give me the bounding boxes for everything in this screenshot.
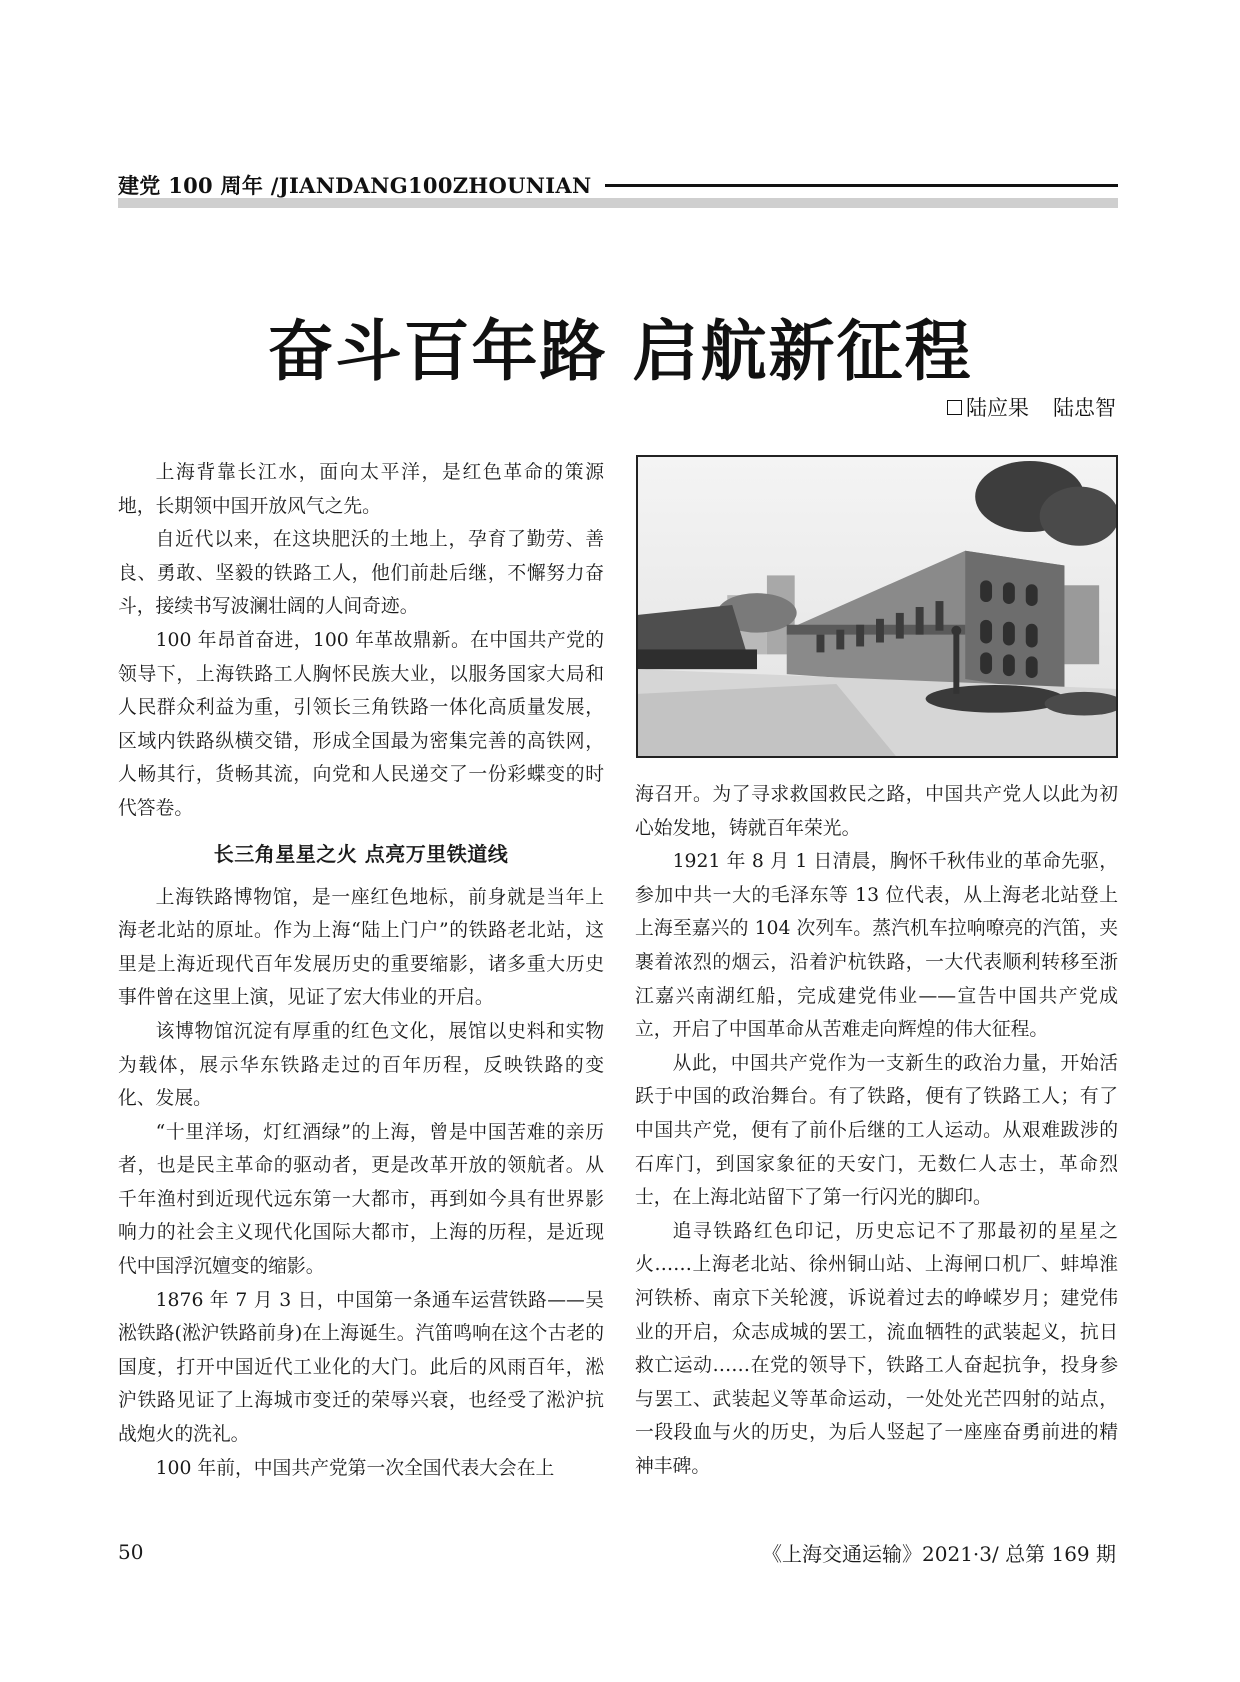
header-band (118, 198, 1118, 208)
section-header (118, 170, 1118, 200)
paragraph: 该博物馆沉淀有厚重的红色文化，展馆以史料和实物为载体，展示华东铁路走过的百年历程，反映铁路的变化、发展。 (118, 1020, 604, 1110)
paragraph: 上海铁路博物馆，是一座红色地标，前身就是当年上海老北站的原址。作为上海“陆上门户”的铁路老北站，这里是上海近现代百年发展历史的重要缩影，诸多重大历史事件曾在这里上演，见证了宏大伟业的开启。 (118, 886, 604, 1009)
left-column (118, 456, 604, 1485)
paragraph-continuation: 海召开。为了寻求救国救民之路，中国共产党人以此为初心始发地，铸就百年荣光。 (635, 784, 1118, 839)
paragraph: 1921 年 8 月 1 日清晨，胸怀千秋伟业的革命先驱，参加中共一大的毛泽东等 13 位代表，从上海老北站登上上海至嘉兴的 104 次列车。蒸汽机车拉响嘹亮的汽笛，夹裹着浓烈的烟云，沿着沪杭铁路，一大代表顺利转移至浙江嘉兴南湖红船，完成建党伟业——宣告中国共产党成立，开启了中国革命从苦难走向辉煌的伟大征程。 (635, 851, 1118, 1041)
section-label: 建党 100 周年 /JIANDANG100ZHOUNIAN (118, 173, 592, 198)
museum-photo (636, 455, 1118, 758)
museum-building-illustration (638, 457, 1116, 756)
paragraph: 从此，中国共产党作为一支新生的政治力量，开始活跃于中国的政治舞台。有了铁路，便有了铁路工人；有了中国共产党，便有了前仆后继的工人运动。从艰难跋涉的石库门，到国家象征的天安门，无数仁人志士，革命烈士，在上海北站留下了第一行闪光的脚印。 (635, 1052, 1118, 1209)
paragraph: “十里洋场，灯红酒绿”的上海，曾是中国苦难的亲历者，也是民主革命的驱动者，更是改革开放的领航者。从千年渔村到近现代远东第一大都市，再到如今具有世界影响力的社会主义现代化国际大都市，上海的历程，是近现代中国浮沉嬗变的缩影。 (118, 1121, 604, 1278)
page-number: 50 (118, 1540, 144, 1564)
author-name: 陆应果 (966, 396, 1029, 420)
paragraph: 追寻铁路红色印记，历史忘记不了那最初的星星之火……上海老北站、徐州铜山站、上海闸口机厂、蚌埠淮河铁桥、南京下关轮渡，诉说着过去的峥嵘岁月；建党伟业的开启，众志成城的罢工，流血牺牲的武装起义，抗日救亡运动……在党的领导下，铁路工人奋起抗争，投身参与罢工、武装起义等革命运动，一处处光芒四射的站点，一段段血与火的历史，为后人竖起了一座座奋勇前进的精神丰碑。 (635, 1220, 1118, 1477)
paragraph: 1876 年 7 月 3 日，中国第一条通车运营铁路——吴淞铁路(淞沪铁路前身)在上海诞生。汽笛鸣响在这个古老的国度，打开中国近代工业化的大门。此后的风雨百年，淞沪铁路见证了上海城市变迁的荣辱兴衰，也经受了淞沪抗战炮火的洗礼。 (118, 1289, 604, 1446)
paragraph: 自近代以来，在这块肥沃的土地上，孕育了勤劳、善良、勇敢、坚毅的铁路工人，他们前赴后继，不懈努力奋斗，接续书写波澜壮阔的人间奇迹。 (118, 529, 604, 618)
paragraph: 上海背靠长江水，面向太平洋，是红色革命的策源地，长期领中国开放风气之先。 (118, 462, 604, 517)
right-column (635, 778, 1118, 1483)
paragraph: 100 年昂首奋进，100 年革故鼎新。在中国共产党的领导下，上海铁路工人胸怀民族大业，以服务国家大局和人民群众利益为重，引领长三角铁路一体化高质量发展，区域内铁路纵横交错，形成全国最为密集完善的高铁网，人畅其行，货畅其流，向党和人民递交了一份彩蝶变的时代答卷。 (118, 629, 604, 819)
header-rule (605, 184, 1118, 187)
byline-box-icon (947, 400, 962, 415)
author-name: 陆忠智 (1053, 396, 1116, 420)
paragraph: 100 年前，中国共产党第一次全国代表大会在上 (155, 1457, 555, 1479)
byline (947, 392, 1116, 422)
subheading: 长三角星星之火 点亮万里铁道线 (213, 841, 509, 866)
article-title: 奋斗百年路 启航新征程 (267, 313, 973, 390)
journal-info: 《上海交通运输》2021·3/ 总第 169 期 (762, 1542, 1116, 1566)
